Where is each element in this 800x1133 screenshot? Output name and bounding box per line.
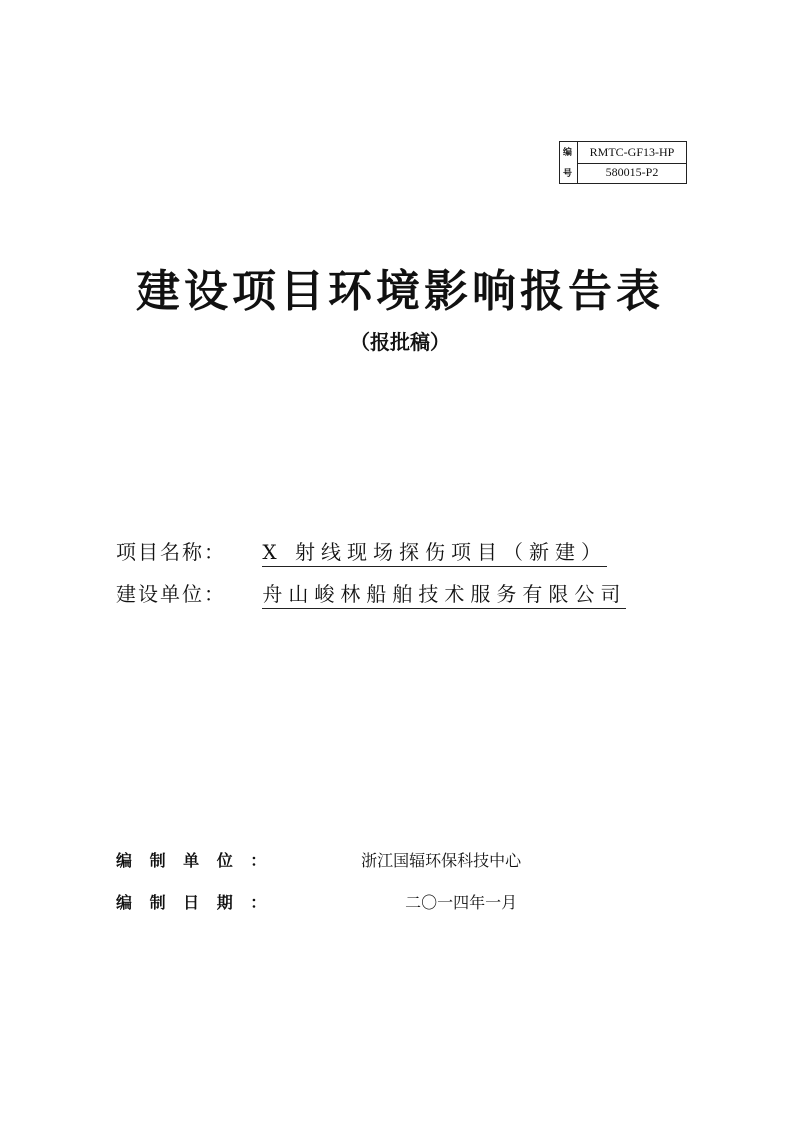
code-side-label-top: 编 xyxy=(563,148,573,158)
compiling-date-value: 二〇一四年一月 xyxy=(405,893,518,912)
code-line-2: 580015-P2 xyxy=(605,165,659,180)
report-title: 建设项目环境影响报告表 xyxy=(136,266,664,317)
construction-unit-label: 建设单位： xyxy=(116,582,226,606)
code-side-label-bottom: 号 xyxy=(563,169,573,179)
project-name-value: X 射线现场探伤项目（新建） xyxy=(262,536,607,567)
construction-unit-value: 舟山峻林船舶技术服务有限公司 xyxy=(262,578,626,609)
code-side-label xyxy=(560,142,578,183)
compiling-unit-label: 编 制 单 位 ： xyxy=(116,851,273,870)
report-subtitle: （报批稿） xyxy=(350,330,450,354)
project-name-label: 项目名称： xyxy=(116,540,226,564)
construction-unit-row xyxy=(116,578,626,609)
compiling-date-label: 编 制 日 期 ： xyxy=(116,893,273,912)
document-code-box xyxy=(559,141,687,184)
code-line-1: RMTC-GF13-HP xyxy=(578,142,686,164)
project-name-row xyxy=(116,536,607,567)
compiling-date-row xyxy=(116,890,517,913)
compiling-unit-row xyxy=(116,848,521,871)
compiling-unit-value: 浙江国辐环保科技中心 xyxy=(361,851,522,870)
